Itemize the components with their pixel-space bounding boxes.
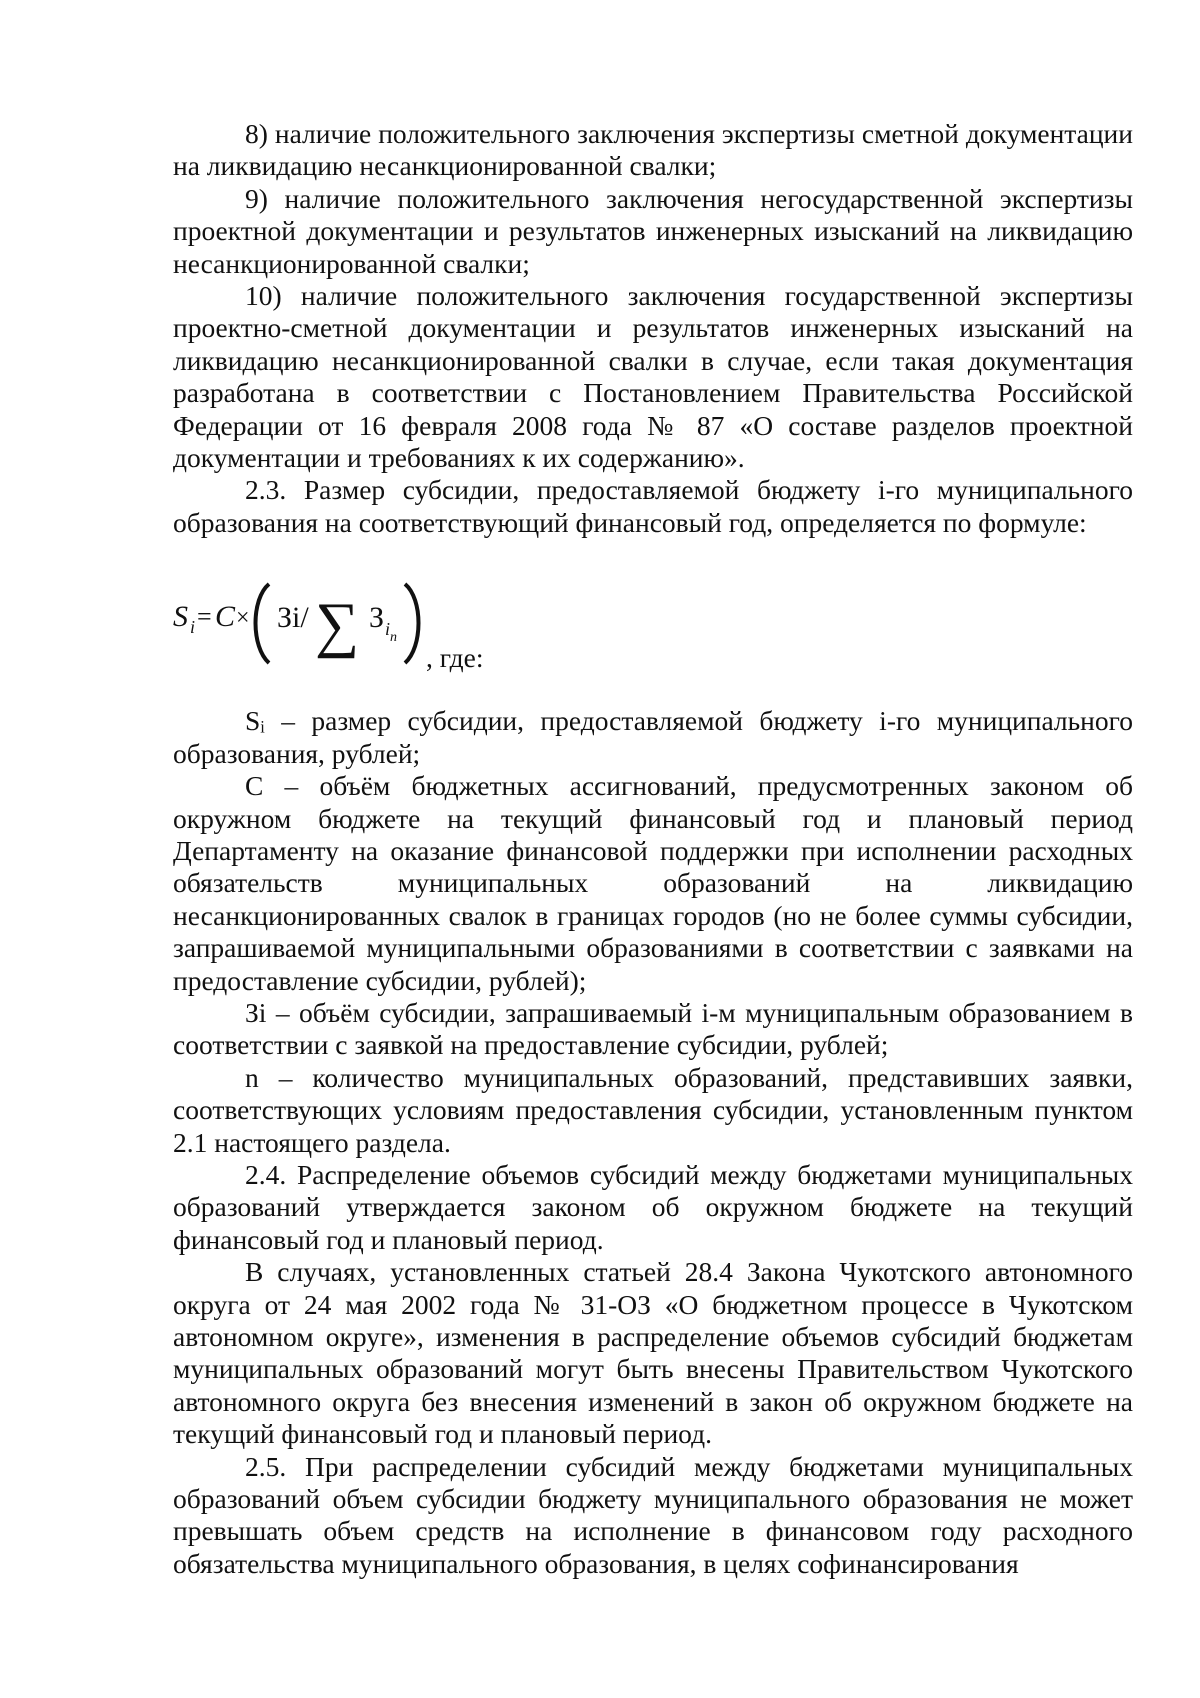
formula-sigma: ∑ [315, 591, 360, 660]
formula-left-paren [256, 584, 270, 663]
paragraph-item-9: 9) наличие положительного заключения негосударственной экспертизы проектной документации и результатов инженерных изысканий на ликвидацию несанкционированной свалки; [173, 182, 1133, 279]
subsidy-formula [173, 551, 1133, 691]
paragraph-section-2-4: 2.4. Распределение объемов субсидий между бюджетами муниципальных образований утверждается законом об окружном бюджете на текущий финансовый год и плановый период. [173, 1158, 1133, 1255]
formula-where-label: , где: [426, 642, 484, 674]
formula-z-sum-subscript: i [385, 619, 391, 640]
formula-z-sum: З [369, 601, 385, 635]
formula-times: × [236, 605, 250, 632]
formula-zi: Зi/ [277, 601, 309, 635]
formula-graphic [173, 551, 433, 691]
paragraph-item-10: 10) наличие положительного заключения государственной экспертизы проектно-сметной документации и результатов инженерных изысканий на ликвидацию несанкционированной свалки в случае, если такая документация разработана в соответствии с Постановлением Правительства Российской Федерации от 16 февраля 2008 года № 87 «О составе разделов проектной документации и требованиях к их содержанию». [173, 280, 1133, 474]
formula-c-symbol: C [215, 600, 236, 634]
formula-right-paren [405, 584, 419, 663]
paragraph-item-8: 8) наличие положительного заключения экспертизы сметной документации на ликвидацию несанкционированной свалки; [173, 118, 1133, 182]
formula-equals: = [197, 602, 212, 632]
formula-lhs-subscript: i [190, 617, 196, 638]
definition-si: Sᵢ – размер субсидии, предоставляемой бюджету i-го муниципального образования, рублей; [173, 705, 1133, 769]
definition-c: C – объём бюджетных ассигнований, предусмотренных законом об окружном бюджете на текущий финансовый год и плановый период Департаменту на оказание финансовой поддержки при исполнении расходных обязательств муниципальных образований на ликвидацию несанкционированных свалок в границах городов (но не более суммы субсидии, запрашиваемой муниципальными образованиями в соответствии с заявками на предоставление субсидии, рублей); [173, 770, 1133, 996]
document-page [173, 118, 1133, 1580]
definition-n: n – количество муниципальных образований, представивших заявки, соответствующих условиям предоставления субсидии, установленным пунктом 2.1 настоящего раздела. [173, 1061, 1133, 1158]
definition-zi: Зi – объём субсидии, запрашиваемый i-м муниципальным образованием в соответствии с заявкой на предоставление субсидии, рублей; [173, 996, 1133, 1061]
formula-lhs-symbol: S [173, 600, 188, 634]
paragraph-section-2-5: 2.5. При распределении субсидий между бюджетами муниципальных образований объем субсидии бюджету муниципального образования не может превышать объем средств на исполнение в финансовом году расходного обязательства муниципального образования, в целях софинансирования [173, 1450, 1133, 1579]
paragraph-cases: В случаях, установленных статьей 28.4 Закона Чукотского автономного округа от 24 мая 2002 года № 31-ОЗ «О бюджетном процессе в Чукотском автономном округе», изменения в распределение объемов субсидий бюджетам муниципальных образований могут быть внесены Правительством Чукотского автономного округа без внесения изменений в закон об окружном бюджете на текущий финансовый год и плановый период. [173, 1256, 1133, 1450]
paragraph-section-2-3: 2.3. Размер субсидии, предоставляемой бюджету i-го муниципального образования на соответствующий финансовый год, определяется по формуле: [173, 474, 1133, 538]
formula-z-sum-subsubscript: n [390, 630, 397, 646]
